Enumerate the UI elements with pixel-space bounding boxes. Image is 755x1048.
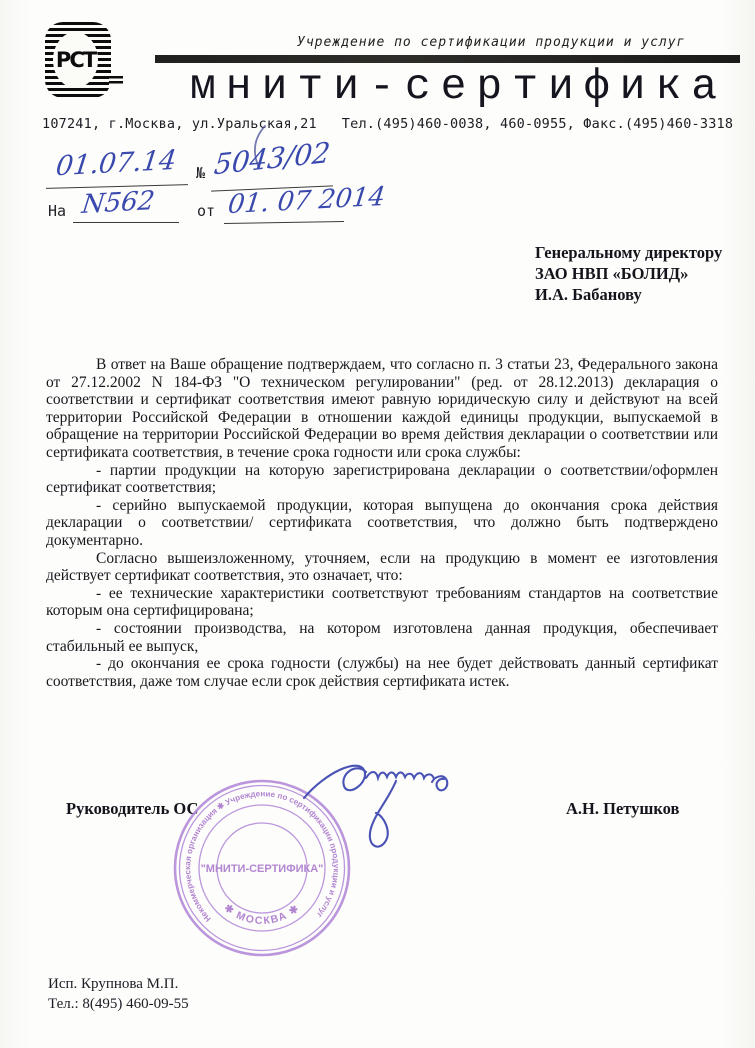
body-paragraph: В ответ на Ваше обращение подтверждаем, что согласно п. 3 статьи 23, Федерального закона от 27.12.2002 N 184-ФЗ "О техническом регулировании" (ред. от 28.12.2013) декларация о соответствии и сертификат соответствия имеют равную юридическую силу и действуют на всей территории Российской Федерации в отношении каждой единицы продукции, выпускаемой в обращение на территории Российской Федерации во время действия декларации о соответствии или сертификата соответствия, в течение срока годности или срока службы:	[46, 356, 718, 461]
number-sign-label: №	[196, 164, 206, 182]
body-paragraph: - серийно выпускаемой продукции, которая выпущена до окончания срока действия декларации о соответствии/ сертификата соответствия, что должно быть подтверждено документарно.	[46, 496, 718, 549]
rst-certification-logo	[45, 22, 111, 98]
body-paragraph: - состоянии производства, на котором изготовлена данная продукция, обеспечивает стабильный ее выпуск,	[46, 619, 718, 655]
body-paragraph: Согласно вышеизложенному, уточняем, если на продукцию в момент ее изготовления действует сертификат соответствия, это означает, что:	[46, 549, 718, 585]
svg-text:✱ МОСКВА ✱	[222, 902, 303, 927]
logo-inner-blob	[53, 32, 98, 88]
body-paragraph: - до окончания ее срока годности (службы) на нее будет действовать данный сертификат соответствия, даже том случае если срок действия сертификата истек.	[46, 655, 718, 690]
body-paragraph: - партии продукции на которую зарегистрирована декларации о соответствии/оформлен сертификат соответствия;	[46, 461, 718, 497]
executor-line: Исп. Крупнова М.П.	[48, 976, 179, 992]
incoming-number-underline	[73, 222, 179, 223]
handwritten-incoming-number: N562	[80, 185, 157, 221]
stamp-arc-bottom-text: ✱ МОСКВА ✱	[221, 901, 303, 928]
signer-position-label: Руководитель ОС	[66, 799, 199, 818]
body-paragraph: - ее технические характеристики соответствуют требованиям стандартов на соответствие которым она сертифицирована;	[46, 584, 718, 620]
incoming-date-underline	[224, 221, 344, 224]
org-tagline: Учреждение по сертификации продукции и услуг	[297, 35, 686, 50]
logo-tab	[109, 76, 123, 86]
addressee-block	[535, 242, 722, 305]
signer-name: А.Н. Петушков	[566, 799, 680, 818]
handwritten-letter-date: 01.07.14	[54, 144, 179, 183]
handwritten-signature	[300, 748, 460, 858]
org-title: мнити-сертифика	[190, 62, 728, 111]
logo-letters: РСТ	[55, 48, 96, 72]
handwritten-incoming-date: 01. 07 2014	[226, 181, 387, 221]
org-address-line: 107241, г.Москва, ул.Уральская,21 Тел.(495)460-0038, 460-0955, Факс.(495)460-3318	[42, 116, 734, 132]
addressee-position: Генеральному директору	[535, 243, 723, 262]
addressee-company: ЗАО НВП «БОЛИД»	[535, 264, 689, 283]
stamp-arc-top-text: Некоммерческая организация ✱ Учреждение по сертификации продукции и услуг	[183, 789, 341, 924]
executor-phone: Тел.: 8(495) 460-09-55	[48, 996, 189, 1012]
ot-label: от	[197, 202, 216, 220]
footer-block	[48, 974, 189, 1014]
stamp-center-text: "МНИТИ-СЕРТИФИКА"	[200, 863, 324, 875]
na-label: На	[48, 202, 67, 220]
letter-body	[46, 356, 718, 690]
handwritten-letter-number: 5043/02	[212, 135, 332, 182]
addressee-person: И.А. Бабанову	[535, 285, 642, 304]
